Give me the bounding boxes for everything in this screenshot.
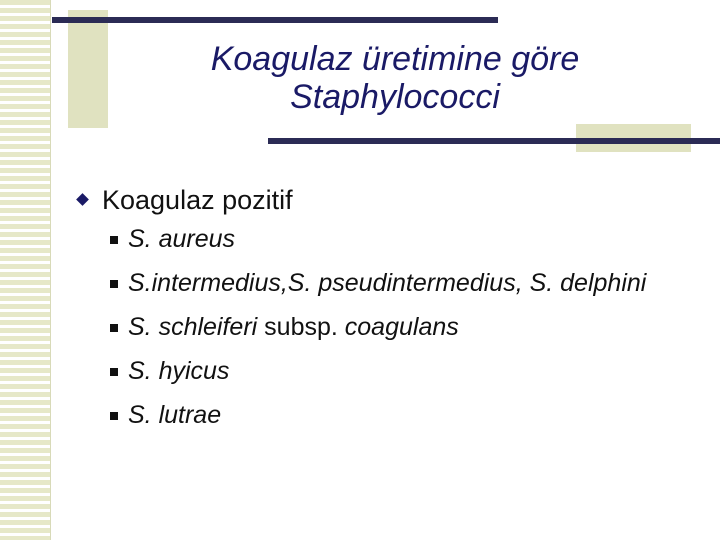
olive-accent-block-top	[68, 10, 108, 128]
list-item	[76, 356, 696, 386]
species-name: S. hyicus	[128, 357, 230, 385]
species-name: S. aureus	[128, 225, 236, 253]
list-item	[76, 224, 696, 254]
list-item	[76, 312, 696, 342]
bullet-koagulaz-pozitif	[76, 184, 696, 216]
square-bullet-icon	[110, 324, 118, 332]
subspecies-name: coagulans	[344, 313, 459, 341]
square-bullet-icon	[110, 412, 118, 420]
diamond-bullet-icon	[76, 193, 89, 206]
species-name: S. schleiferi	[128, 313, 258, 341]
left-decorative-strip	[0, 0, 51, 540]
title-rule-top	[52, 17, 498, 23]
slide-title-line-1: Koagulaz üretimine göre	[210, 40, 580, 78]
list-item	[76, 268, 696, 298]
species-name: S. lutrae	[128, 401, 222, 429]
square-bullet-icon	[110, 236, 118, 244]
slide-title-line-2: Staphylococci	[290, 78, 500, 116]
list-item	[76, 400, 696, 430]
bullet-label: Koagulaz pozitif	[102, 185, 293, 215]
subspecies-connector: subsp.	[257, 313, 345, 341]
sub-bullet-list	[76, 224, 696, 430]
title-rule-bottom	[268, 138, 720, 144]
slide-title	[120, 40, 670, 116]
species-name: S.intermedius,S. pseudintermedius, S. delphini	[128, 269, 647, 297]
square-bullet-icon	[110, 280, 118, 288]
square-bullet-icon	[110, 368, 118, 376]
slide-body	[76, 184, 696, 430]
